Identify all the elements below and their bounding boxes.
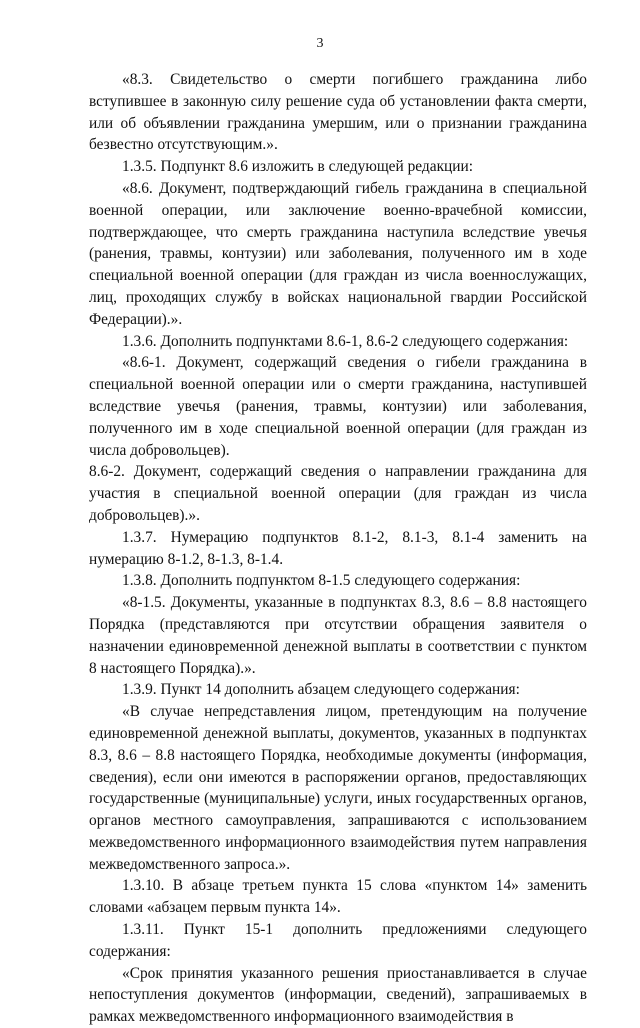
paragraph-8-6-1: «8.6-1. Документ, содержащий сведения о гибели гражданина в специальной военной операции или о смерти гражданина, наступившей вследствие увечья (ранения, травмы, контузии) или заболевания, полученного им в ходе специальной военной операции (для граждан из числа добровольцев).: [89, 354, 587, 459]
page-number: 3: [316, 36, 324, 51]
paragraph-8-1-5: «8-1.5. Документы, указанные в подпунктах 8.3, 8.6 – 8.8 настоящего Порядка (представляются при отсутствии обращения заявителя о назначении единовременной денежной выплаты в соответствии с пунктом 8 настоящего Порядка).».: [89, 594, 587, 677]
paragraph-1-3-8: 1.3.8. Дополнить подпунктом 8-1.5 следующего содержания:: [122, 572, 521, 590]
paragraph-1-3-5: 1.3.5. Подпункт 8.6 изложить в следующей редакции:: [122, 158, 474, 176]
paragraph-punkt-15-1-addition: «Срок принятия указанного решения приостанавливается в случае непоступления документов (информации, сведений), запрашиваемых в рамках межведомственного информационного взаимодействия в: [89, 964, 587, 1026]
paragraph-1-3-7: 1.3.7. Нумерацию подпунктов 8.1-2, 8.1-3, 8.1-4 заменить на нумерацию 8-1.2, 8-1.3, 8-1.4.: [89, 528, 587, 568]
paragraph-1-3-6: 1.3.6. Дополнить подпунктами 8.6-1, 8.6-2 следующего содержания:: [122, 332, 569, 350]
paragraph-8-6-2: 8.6-2. Документ, содержащий сведения о направлении гражданина для участия в специальной военной операции (для граждан из числа добровольцев).».: [89, 463, 587, 524]
paragraph-8-3: «8.3. Свидетельство о смерти погибшего гражданина либо вступившее в законную силу решение суда об установлении факта смерти, или об объявлении гражданина умершим, или о признании гражданина безвестно отсутствующим.».: [89, 71, 587, 154]
paragraph-1-3-9: 1.3.9. Пункт 14 дополнить абзацем следующего содержания:: [122, 681, 520, 699]
paragraph-8-6: «8.6. Документ, подтверждающий гибель гражданина в специальной военной операции, или заключение военно-врачебной комиссии, подтверждающее, что смерть гражданина наступила вследствие увечья (ранения, травмы, контузии) или заболевания, полученного им в ходе специальной военной операции (для граждан из числа военнослужащих, лиц, проходящих службу в войсках национальной гвардии Российской Федерации).».: [89, 179, 587, 328]
paragraph-1-3-11: 1.3.11. Пункт 15-1 дополнить предложениями следующего содержания:: [89, 921, 587, 960]
paragraph-punkt-14-addition: «В случае непредставления лицом, претендующим на получение единовременной денежной выплаты, документов, указанных в подпунктах 8.3, 8.6 – 8.8 настоящего Порядка, необходимые документы (информация, сведения), если они имеются в распоряжении органов, предоставляющих государственные (муниципальные) услуги, иных государственных органов, органов местного самоуправления, запрашиваются с использованием межведомственного информационного взаимодействия путем направления межведомственного запроса.».: [89, 703, 587, 873]
document-body: [89, 69, 587, 1028]
paragraph-1-3-10: 1.3.10. В абзаце третьем пункта 15 слова «пунктом 14» заменить словами «абзацем первым пункта 14».: [89, 877, 587, 917]
